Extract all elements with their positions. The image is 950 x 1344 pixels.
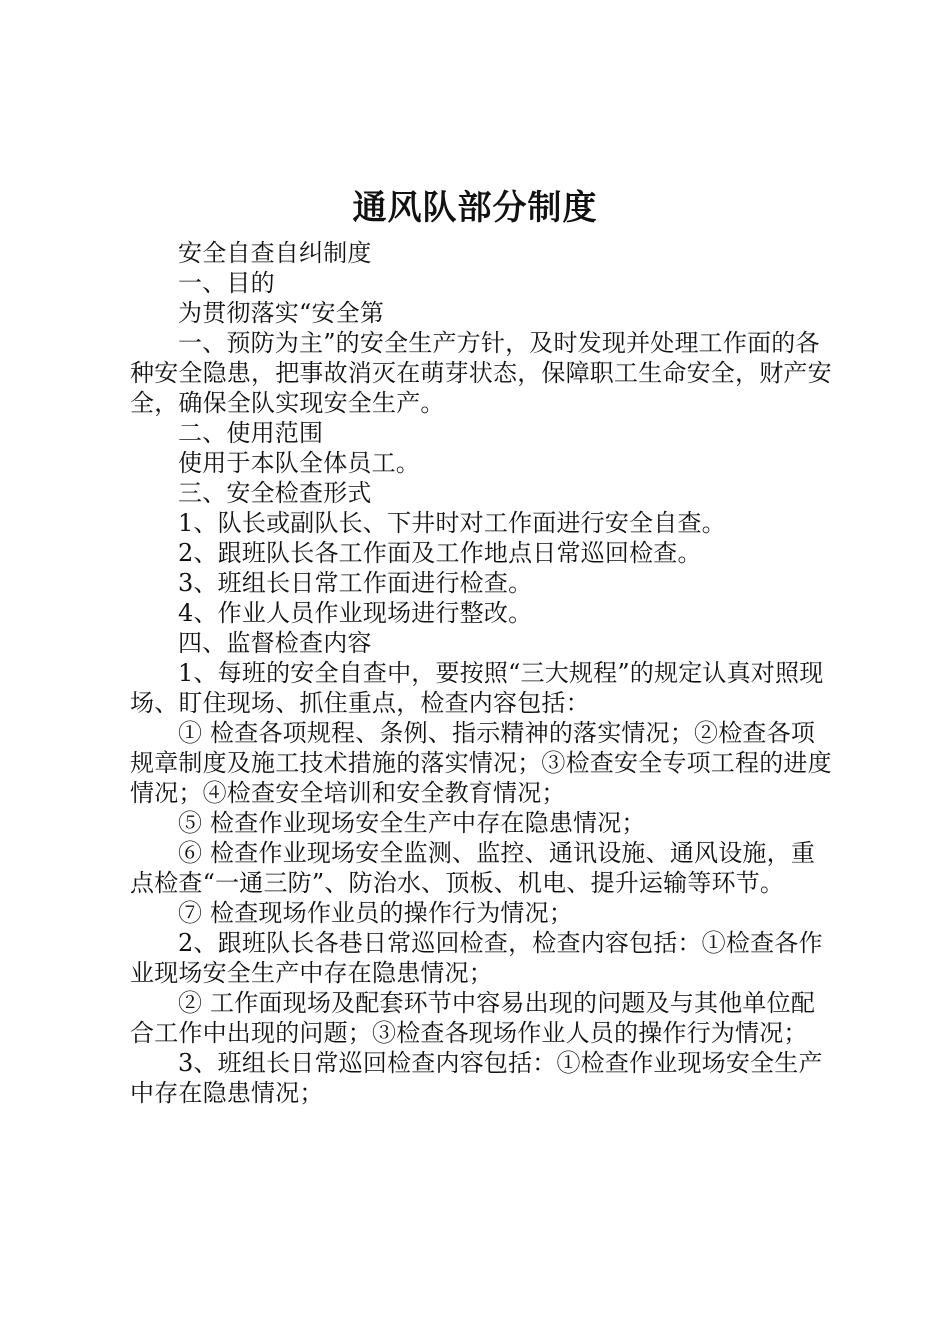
paragraph: 2、跟班队长各巷日常巡回检查，检查内容包括：①检查各作业现场安全生产中存在隐患情况；: [130, 929, 823, 987]
paragraph: 1、每班的安全自查中，要按照“三大规程”的规定认真对照现场、盯住现场、抓住重点，检查内容包括：: [130, 659, 824, 717]
paragraph: 三、安全检查形式: [178, 479, 372, 507]
paragraph: 为贯彻落实“安全第: [178, 299, 385, 327]
paragraph: 四、监督检查内容: [178, 629, 372, 657]
paragraph: 安全自查自纠制度: [178, 239, 372, 267]
paragraph: ① 检查各项规程、条例、指示精神的落实情况；②检查各项规章制度及施工技术措施的落实情况；③检查安全专项工程的进度情况；④检查安全培训和安全教育情况；: [130, 719, 832, 807]
paragraph: 一、目的: [178, 269, 275, 297]
paragraph: 使用于本队全体员工。: [178, 449, 420, 477]
paragraph: ⑦ 检查现场作业员的操作行为情况；: [178, 899, 574, 927]
paragraph: 3、班组长日常工作面进行检查。: [178, 569, 533, 597]
document-body: [130, 238, 834, 1108]
paragraph: ⑥ 检查作业现场安全监测、监控、通讯设施、通风设施，重点检查“一通三防”、防治水、顶板、机电、提升运输等环节。: [130, 839, 816, 897]
paragraph: ⑤ 检查作业现场安全生产中存在隐患情况；: [178, 809, 646, 837]
paragraph: 2、跟班队长各工作面及工作地点日常巡回检查。: [178, 539, 702, 567]
paragraph: 1、队长或副队长、下井时对工作面进行安全自查。: [178, 509, 726, 537]
paragraph: 3、班组长日常巡回检查内容包括：①检查作业现场安全生产中存在隐患情况；: [130, 1049, 823, 1107]
paragraph: ② 工作面现场及配套环节中容易出现的问题及与其他单位配合工作中出现的问题；③检查各现场作业人员的操作行为情况；: [130, 989, 816, 1047]
paragraph: 4、作业人员作业现场进行整改。: [178, 599, 533, 627]
paragraph: 一、预防为主”的安全生产方针，及时发现并处理工作面的各种安全隐患，把事故消灭在萌芽状态，保障职工生命安全，财产安全，确保全队实现安全生产。: [130, 329, 832, 417]
document-title: 通风队部分制度: [352, 188, 598, 228]
paragraph: 二、使用范围: [178, 419, 324, 447]
